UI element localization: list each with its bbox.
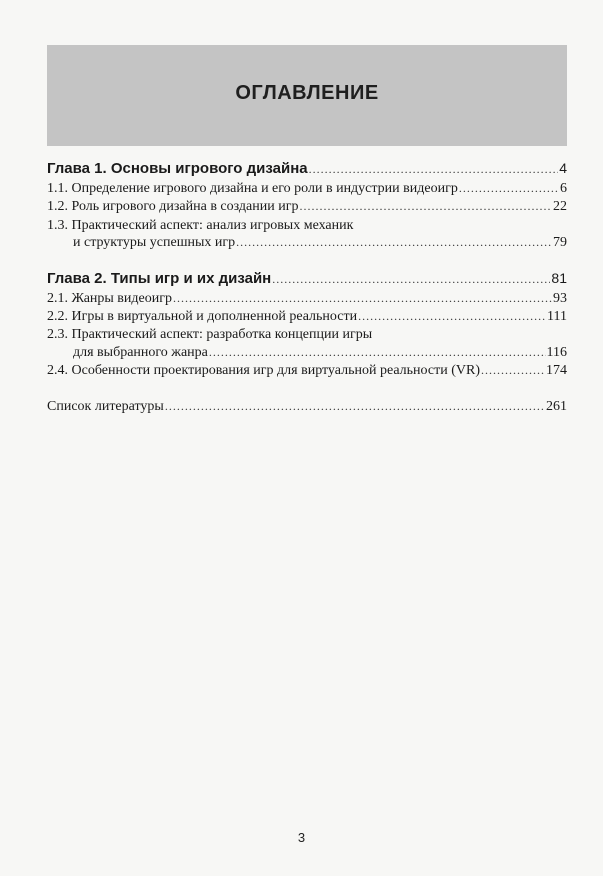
toc-entry-title: 2.1. Жанры видеоигр xyxy=(47,291,172,306)
page-number: 3 xyxy=(297,830,306,845)
dot-leader xyxy=(165,398,545,415)
toc-entry-bibliography xyxy=(47,398,567,415)
toc-entry-2-3-line1: 2.3. Практический аспект: разработка концепции игры xyxy=(47,327,373,342)
dot-leader xyxy=(481,362,545,379)
toc-entry-title: Глава 1. Основы игрового дизайна xyxy=(47,160,308,177)
toc-entry-page: 22 xyxy=(553,199,567,214)
toc-entry-page: 81 xyxy=(551,270,567,286)
toc-entry-chapter-1 xyxy=(47,160,567,178)
page-title: ОГЛАВЛЕНИЕ xyxy=(235,82,379,104)
toc-entry-title: 1.1. Определение игрового дизайна и его роли в индустрии видеоигр xyxy=(47,181,458,196)
toc-entry-page: 116 xyxy=(546,345,567,360)
toc-entry-title: 2.4. Особенности проектирования игр для виртуальной реальности (VR) xyxy=(47,363,480,378)
toc-entry-title: и структуры успешных игр xyxy=(73,235,236,250)
toc-entry-1-2 xyxy=(47,198,567,215)
toc-entry-2-4 xyxy=(47,362,567,379)
toc-entry-page: 6 xyxy=(560,181,567,196)
toc-entry-page: 174 xyxy=(546,363,567,378)
toc-entry-page: 4 xyxy=(559,160,567,176)
toc-entry-1-3-line1: 1.3. Практический аспект: анализ игровых механик xyxy=(47,218,354,233)
toc-entry-page: 93 xyxy=(553,291,567,306)
toc-entry-2-1 xyxy=(47,290,567,307)
toc-entry-1-3 xyxy=(47,234,567,251)
toc-entry-title: 2.2. Игры в виртуальной и дополненной реальности xyxy=(47,309,358,324)
toc-entry-2-2 xyxy=(47,308,567,325)
dot-leader xyxy=(173,290,552,307)
toc-entry-chapter-2 xyxy=(47,270,567,288)
toc-entry-page: 261 xyxy=(546,399,567,414)
toc-entry-title: 1.2. Роль игрового дизайна в создании игр xyxy=(47,199,299,214)
toc-entry-title: Глава 2. Типы игр и их дизайн xyxy=(47,270,272,287)
dot-leader xyxy=(272,271,550,288)
dot-leader xyxy=(299,198,552,215)
dot-leader xyxy=(358,308,546,325)
toc-entry-page: 111 xyxy=(547,309,567,324)
toc-entry-1-1 xyxy=(47,180,567,197)
toc-entry-page: 79 xyxy=(553,235,567,250)
dot-leader xyxy=(309,161,559,178)
dot-leader xyxy=(236,234,552,251)
header-band xyxy=(47,45,567,146)
dot-leader xyxy=(459,180,559,197)
toc-entry-2-3 xyxy=(47,344,567,361)
toc-entry-title: Список литературы xyxy=(47,399,164,414)
toc-entry-title: для выбранного жанра xyxy=(73,345,208,360)
dot-leader xyxy=(209,344,546,361)
